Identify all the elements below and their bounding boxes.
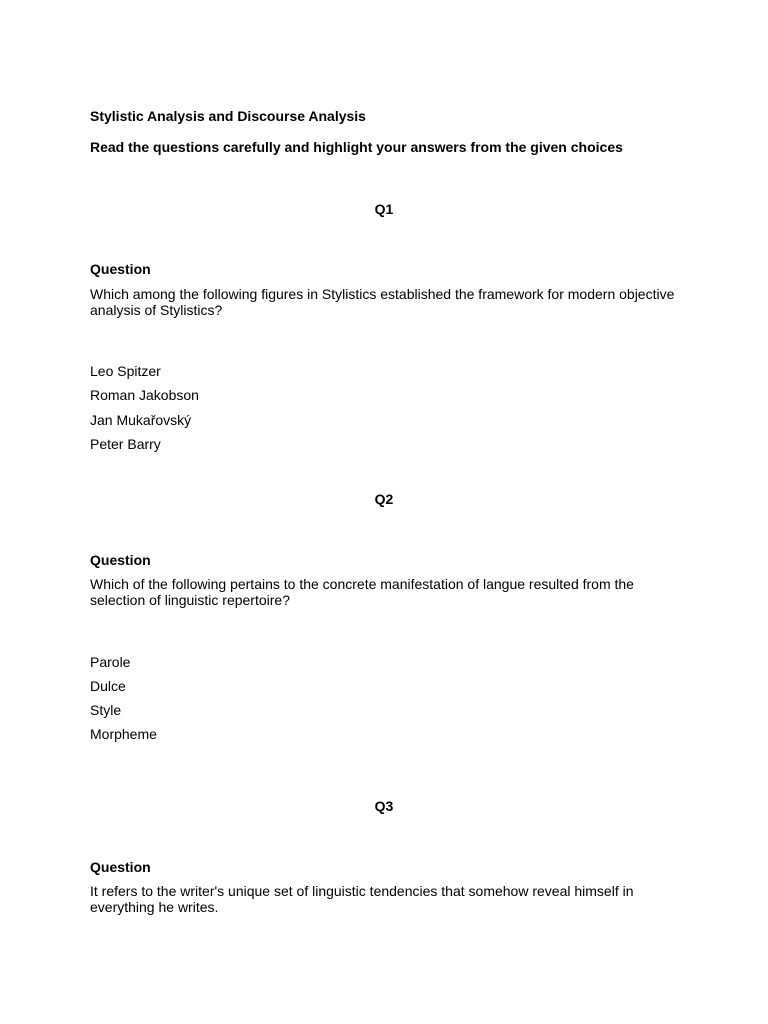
question-text: It refers to the writer's unique set of linguistic tendencies that somehow reveal himself in everything he writes. <box>90 883 634 915</box>
question-number: Q3 <box>374 798 394 814</box>
question-number: Q1 <box>374 201 394 217</box>
answer-choice[interactable]: Roman Jakobson <box>90 387 199 403</box>
question-heading: Question <box>90 859 151 875</box>
answer-choice[interactable]: Morpheme <box>90 726 157 742</box>
answer-choice[interactable]: Dulce <box>90 678 126 694</box>
question-number: Q2 <box>374 491 394 507</box>
question-text: Which among the following figures in Stylistics established the framework for modern objective analysis of Stylistics? <box>90 286 675 318</box>
answer-choice[interactable]: Jan Mukařovský <box>90 412 192 428</box>
question-heading: Question <box>90 552 151 568</box>
answer-choice[interactable]: Parole <box>90 654 131 670</box>
question-text: Which of the following pertains to the concrete manifestation of langue resulted from the selection of linguistic repertoire? <box>90 576 634 608</box>
question-heading: Question <box>90 261 151 277</box>
answer-choice[interactable]: Leo Spitzer <box>90 363 161 379</box>
document-title: Stylistic Analysis and Discourse Analysis <box>90 108 366 124</box>
answer-choice[interactable]: Style <box>90 702 122 718</box>
answer-choice[interactable]: Peter Barry <box>90 436 161 452</box>
instructions: Read the questions carefully and highlight your answers from the given choices <box>90 139 623 155</box>
